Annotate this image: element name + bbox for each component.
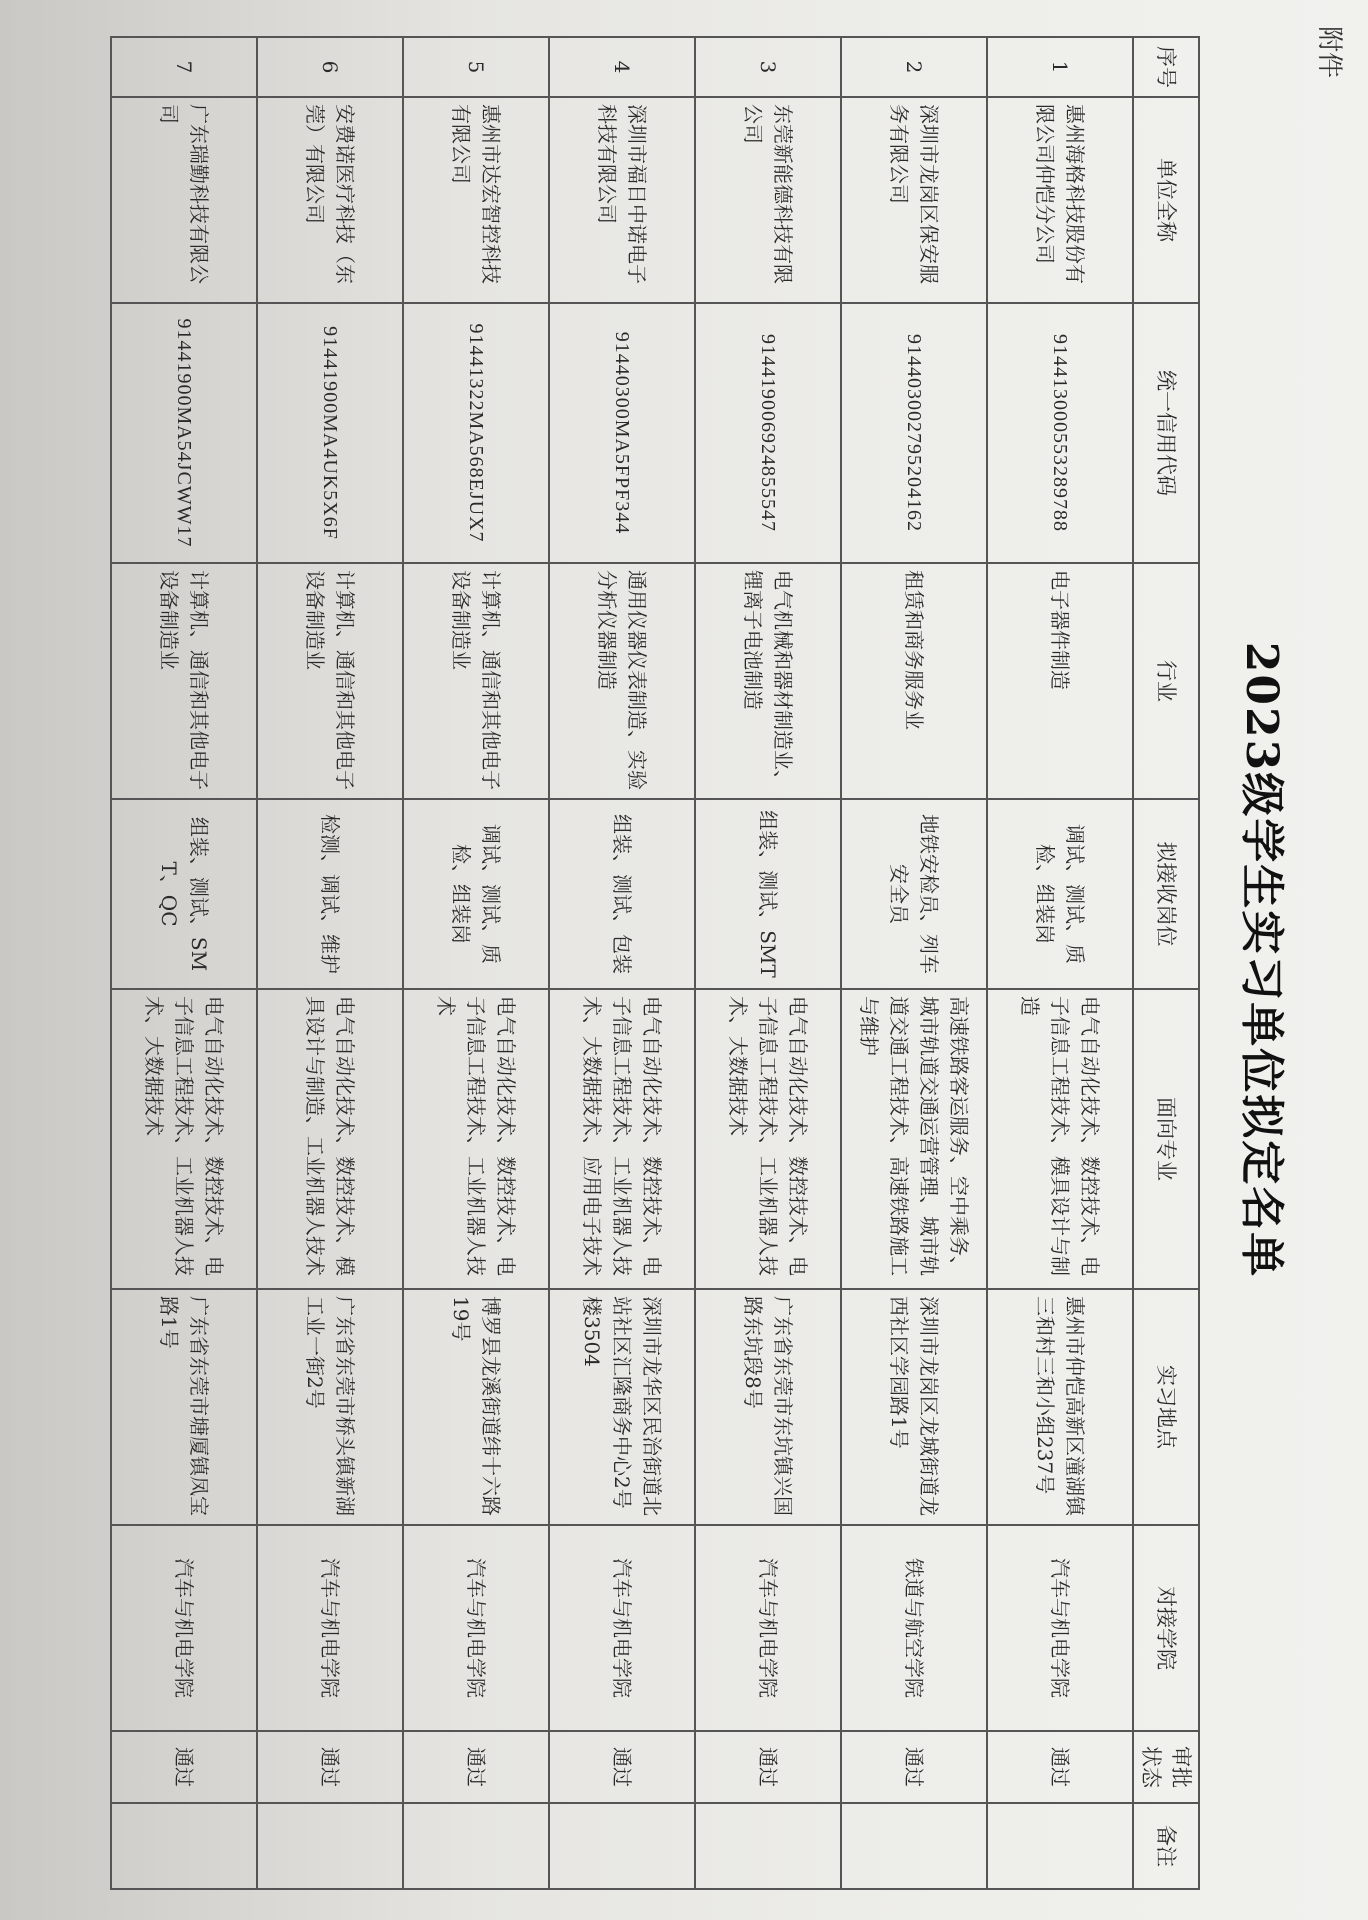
unit-name-cell: 安费诺医疗科技（东莞）有限公司 — [257, 97, 403, 303]
majors-cell: 电气自动化技术、数控技术、电子信息工程技术、工业机器人技术、大数据技术 — [111, 989, 257, 1289]
majors-cell: 电气自动化技术、数控技术、电子信息工程技术、工业机器人技术、大数据技术、应用电子技术 — [549, 989, 695, 1289]
credit-code-cell: 914413000553289788 — [987, 303, 1133, 563]
location-cell: 广东省东莞市塘厦镇凤宝路1号 — [111, 1289, 257, 1525]
location-cell: 博罗县龙溪街道纬十六路19号 — [403, 1289, 549, 1525]
college-cell: 汽车与机电学院 — [111, 1525, 257, 1731]
header-cell: 实习地点 — [1133, 1289, 1199, 1525]
credit-code-cell: 914419006924855547 — [695, 303, 841, 563]
row-number-cell: 5 — [403, 37, 549, 97]
remark-cell — [257, 1803, 403, 1889]
approval-status-cell: 通过 — [403, 1731, 549, 1803]
location-cell: 广东省东莞市东坑镇兴国路东坑段8号 — [695, 1289, 841, 1525]
header-cell: 行业 — [1133, 563, 1199, 799]
majors-cell: 电气自动化技术、数控技术、电子信息工程技术、工业机器人技术、大数据技术 — [695, 989, 841, 1289]
table-header-row — [1133, 37, 1199, 1889]
attachment-label: 附件 — [1314, 26, 1344, 79]
credit-code-cell: 91441900MA4UK5X6F — [257, 303, 403, 563]
approval-status-cell: 通过 — [111, 1731, 257, 1803]
college-cell: 汽车与机电学院 — [403, 1525, 549, 1731]
majors-cell: 电气自动化技术、数控技术、电子信息工程技术、模具设计与制造 — [987, 989, 1133, 1289]
posts-cell: 调试、测试、质检、组装岗 — [987, 799, 1133, 989]
unit-name-cell: 深圳市龙岗区保安服务有限公司 — [841, 97, 987, 303]
remark-cell — [549, 1803, 695, 1889]
majors-cell: 高速铁路客运服务、空中乘务、城市轨道交通运营管理、城市轨道交通工程技术、高速铁路施工与维护 — [841, 989, 987, 1289]
industry-cell: 电气机械和器材制造业、锂离子电池制造 — [695, 563, 841, 799]
college-cell: 汽车与机电学院 — [257, 1525, 403, 1731]
header-cell: 对接学院 — [1133, 1525, 1199, 1731]
industry-cell: 租赁和商务服务业 — [841, 563, 987, 799]
header-cell: 审批状态 — [1133, 1731, 1199, 1803]
industry-cell: 通用仪器仪表制造、实验分析仪器制造 — [549, 563, 695, 799]
header-cell: 拟接收岗位 — [1133, 799, 1199, 989]
college-cell: 汽车与机电学院 — [549, 1525, 695, 1731]
header-cell: 统一信用代码 — [1133, 303, 1199, 563]
posts-cell: 组装、测试、包装 — [549, 799, 695, 989]
approval-status-cell: 通过 — [841, 1731, 987, 1803]
college-cell: 汽车与机电学院 — [987, 1525, 1133, 1731]
location-cell: 广东省东莞市桥头镇新湖工业一街2号 — [257, 1289, 403, 1525]
row-number-cell: 2 — [841, 37, 987, 97]
credit-code-cell: 914403002795204162 — [841, 303, 987, 563]
header-cell: 备注 — [1133, 1803, 1199, 1889]
table-row — [111, 37, 257, 1889]
row-number-cell: 7 — [111, 37, 257, 97]
location-cell: 深圳市龙华区民治街道北站社区汇隆商务中心2号楼3504 — [549, 1289, 695, 1525]
credit-code-cell: 91441900MA54JCWW17 — [111, 303, 257, 563]
industry-cell: 计算机、通信和其他电子设备制造业 — [257, 563, 403, 799]
unit-name-cell: 惠州海格科技股份有限公司仲恺分公司 — [987, 97, 1133, 303]
unit-name-cell: 惠州市达宏智控科技有限公司 — [403, 97, 549, 303]
location-cell: 惠州市仲恺高新区潼湖镇三和村三和小组237号 — [987, 1289, 1133, 1525]
posts-cell: 组装、测试、SMT、QC — [111, 799, 257, 989]
college-cell: 铁道与航空学院 — [841, 1525, 987, 1731]
remark-cell — [695, 1803, 841, 1889]
remark-cell — [987, 1803, 1133, 1889]
location-cell: 深圳市龙岗区龙城街道龙西社区学园路1号 — [841, 1289, 987, 1525]
remark-cell — [403, 1803, 549, 1889]
table-row — [695, 37, 841, 1889]
industry-cell: 计算机、通信和其他电子设备制造业 — [111, 563, 257, 799]
table-row — [841, 37, 987, 1889]
internship-units-table — [110, 36, 1200, 1890]
table-row — [549, 37, 695, 1889]
remark-cell — [841, 1803, 987, 1889]
approval-status-cell: 通过 — [549, 1731, 695, 1803]
credit-code-cell: 91440300MA5FPF344 — [549, 303, 695, 563]
remark-cell — [111, 1803, 257, 1889]
document-title: 2023级学生实习单位拟定名单 — [1236, 641, 1287, 1279]
approval-status-cell: 通过 — [987, 1731, 1133, 1803]
header-cell: 面向专业 — [1133, 989, 1199, 1289]
unit-name-cell: 广东瑞勤科技有限公司 — [111, 97, 257, 303]
unit-name-cell: 东莞新能德科技有限公司 — [695, 97, 841, 303]
posts-cell: 检测、调试、维护 — [257, 799, 403, 989]
posts-cell: 地铁安检员、列车安全员 — [841, 799, 987, 989]
credit-code-cell: 91441322MA568EJUX7 — [403, 303, 549, 563]
row-number-cell: 4 — [549, 37, 695, 97]
college-cell: 汽车与机电学院 — [695, 1525, 841, 1731]
header-cell: 单位全称 — [1133, 97, 1199, 303]
majors-cell: 电气自动化技术、数控技术、电子信息工程技术、工业机器人技术 — [403, 989, 549, 1289]
row-number-cell: 3 — [695, 37, 841, 97]
approval-status-cell: 通过 — [257, 1731, 403, 1803]
posts-cell: 调试、测试、质检、组装岗 — [403, 799, 549, 989]
unit-name-cell: 深圳市福日中诺电子科技有限公司 — [549, 97, 695, 303]
approval-status-cell: 通过 — [695, 1731, 841, 1803]
table-row — [257, 37, 403, 1889]
table-row — [403, 37, 549, 1889]
posts-cell: 组装、测试、SMT — [695, 799, 841, 989]
header-cell: 序号 — [1133, 37, 1199, 97]
majors-cell: 电气自动化技术、数控技术、模具设计与制造、工业机器人技术 — [257, 989, 403, 1289]
table-row — [987, 37, 1133, 1889]
row-number-cell: 1 — [987, 37, 1133, 97]
industry-cell: 电子器件制造 — [987, 563, 1133, 799]
row-number-cell: 6 — [257, 37, 403, 97]
industry-cell: 计算机、通信和其他电子设备制造业 — [403, 563, 549, 799]
